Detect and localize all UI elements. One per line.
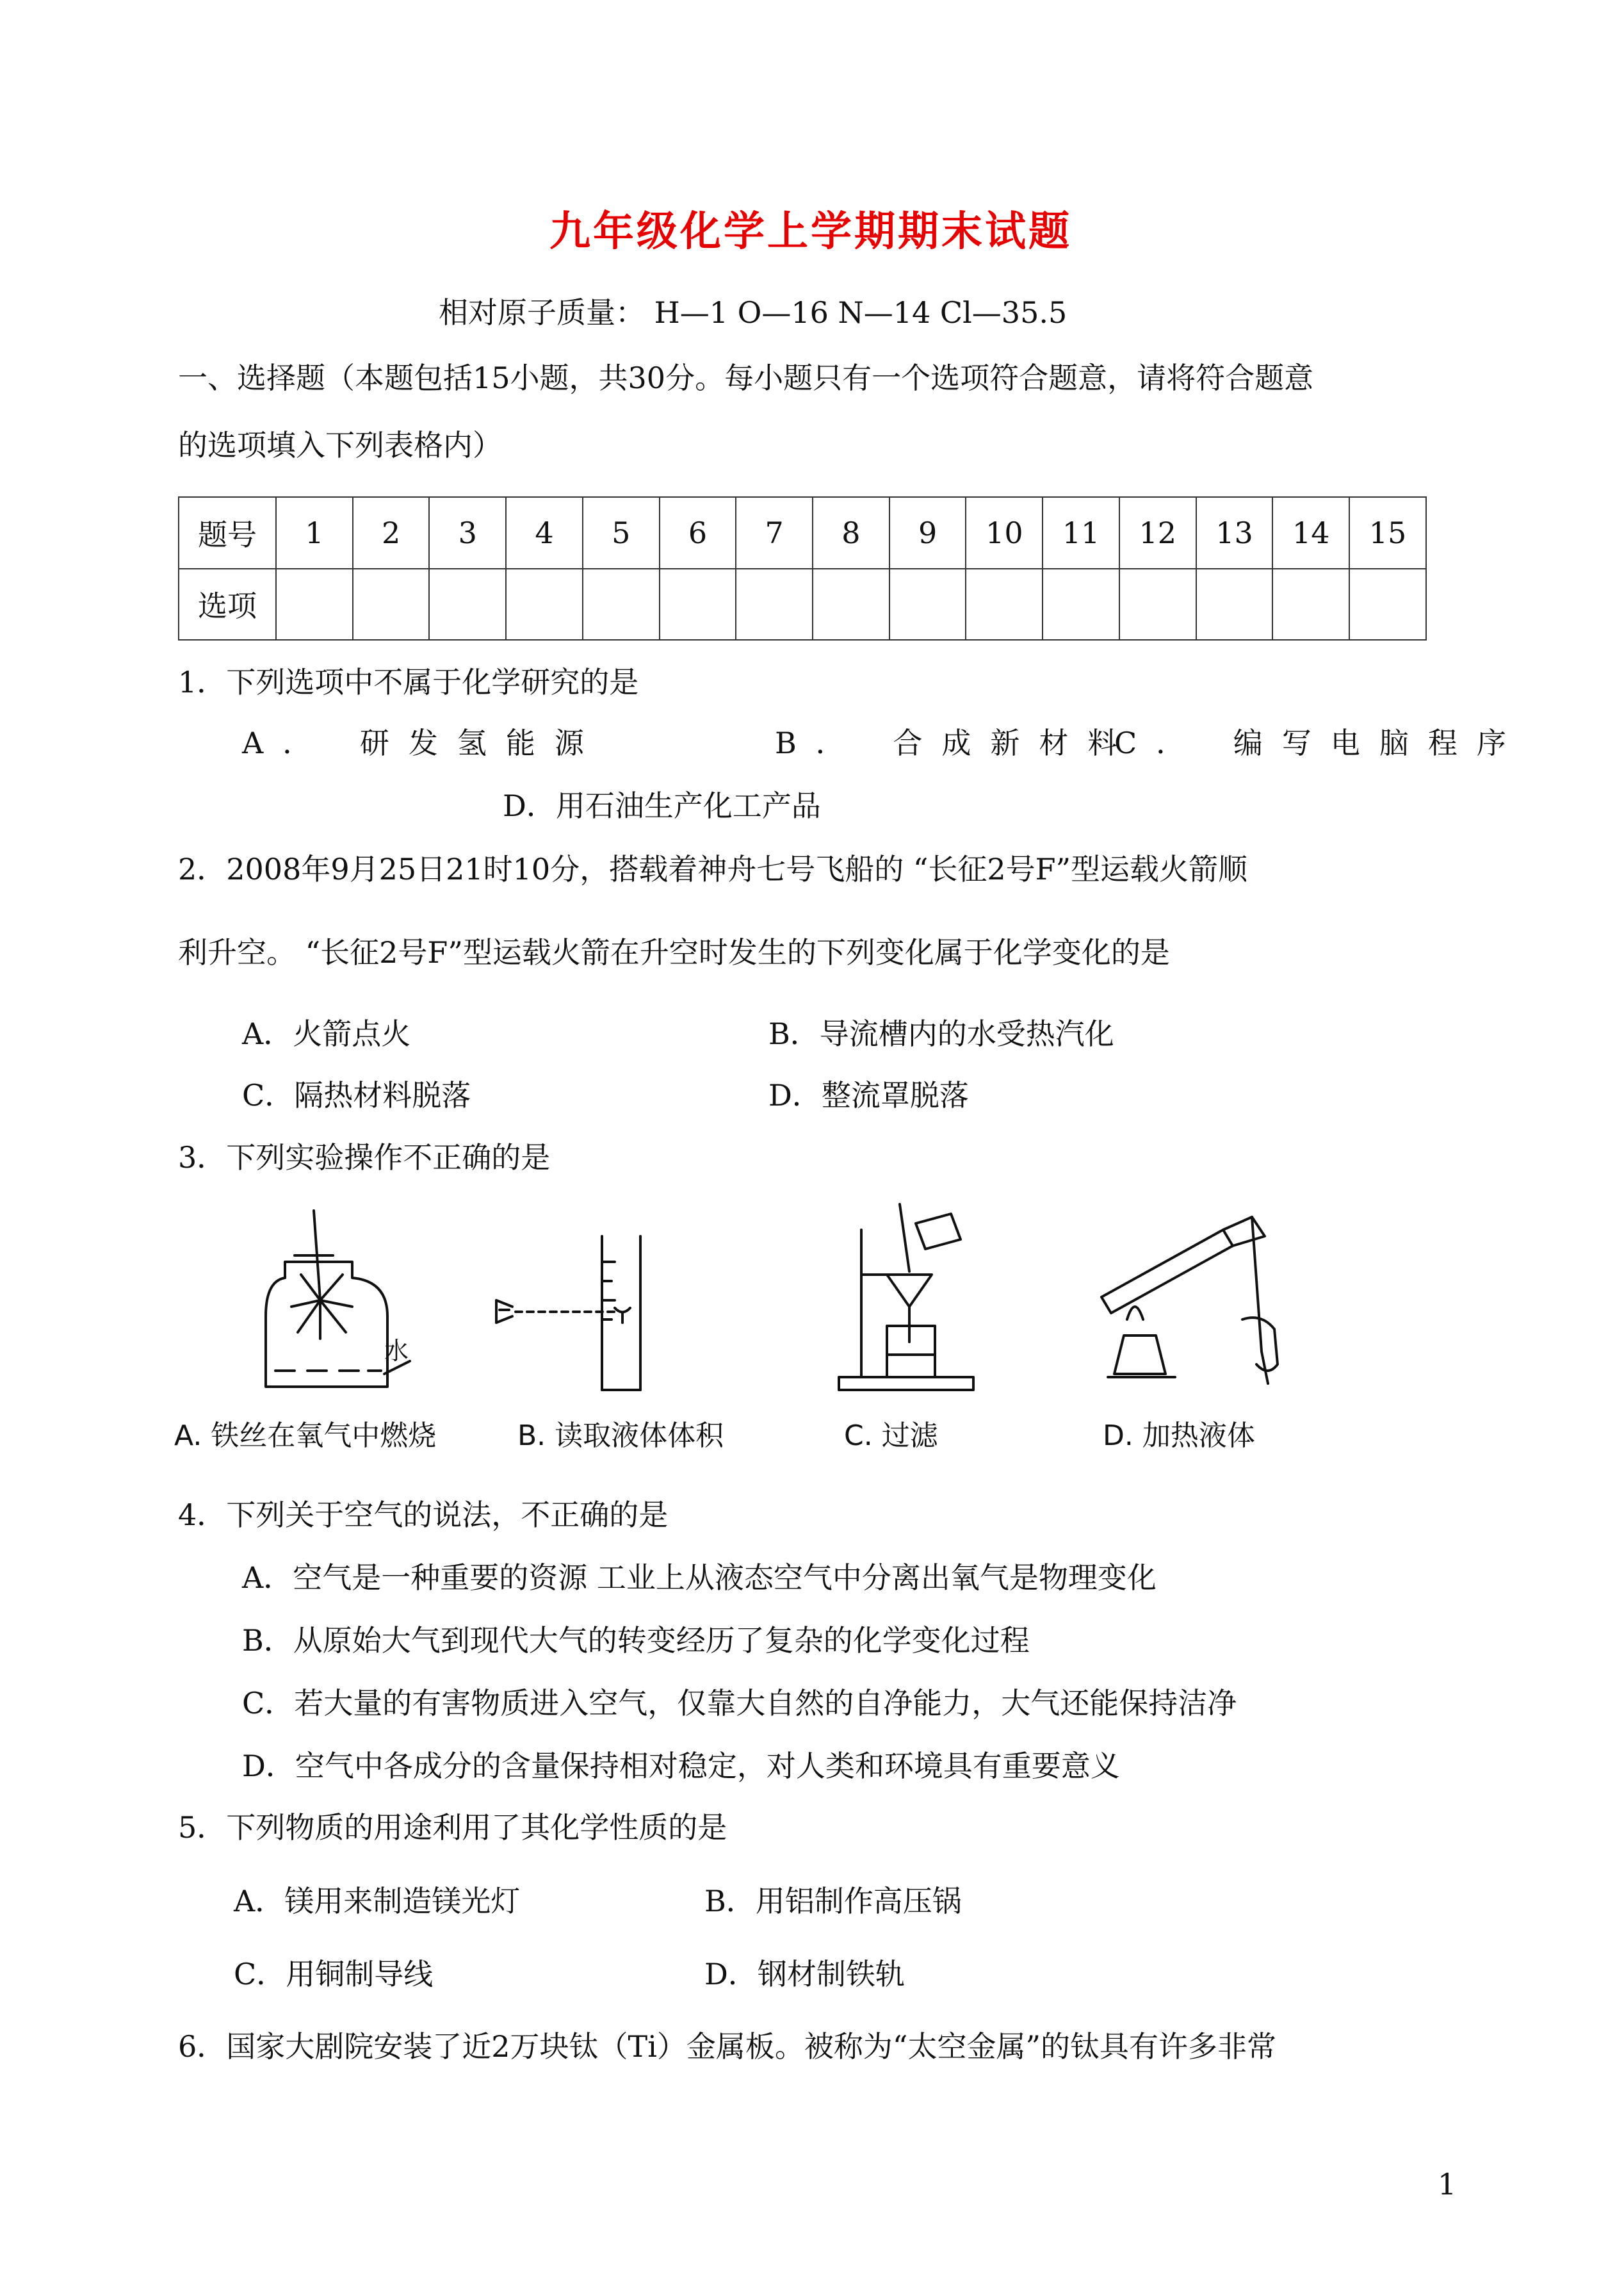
answer-cell[interactable]	[1119, 569, 1196, 641]
table-cell-number: 7	[736, 497, 813, 569]
answer-cell[interactable]	[813, 569, 889, 641]
answer-cell[interactable]	[1272, 569, 1349, 641]
table-cell-number: 2	[353, 497, 430, 569]
q1-option-c: C． 编写电脑程序	[1114, 726, 1525, 760]
answer-cell[interactable]	[583, 569, 660, 641]
atomic-mass-line: 相对原子质量： H—1 O—16 N—14 Cl—35.5	[439, 295, 1068, 330]
q2-option-d: D．整流罩脱落	[768, 1078, 969, 1113]
q2-option-a: A．火箭点火	[242, 1017, 411, 1051]
q5-stem: 5．下列物质的用途利用了其化学性质的是	[178, 1810, 727, 1845]
q5-option-c: C．用铜制导线	[234, 1957, 434, 1991]
table-cell-number: 13	[1196, 497, 1273, 569]
q2-stem-line1: 2．2008年9月25日21时10分，搭载着神舟七号飞船的 “长征2号F”型运载火箭顺	[178, 852, 1248, 886]
q6-stem-line1: 6．国家大剧院安装了近2万块钛（Ti）金属板。被称为“太空金属”的钛具有许多非常	[178, 2029, 1276, 2064]
q3-label-b: B. 读取液体体积	[517, 1419, 724, 1452]
q3-stem: 3．下列实验操作不正确的是	[178, 1140, 551, 1175]
table-cell-number: 11	[1043, 497, 1119, 569]
q3-label-c: C. 过滤	[844, 1419, 938, 1452]
q2-stem-line2: 利升空。 “长征2号F”型运载火箭在升空时发生的下列变化属于化学变化的是	[178, 935, 1170, 970]
q5-option-b: B．用铝制作高压锅	[704, 1884, 962, 1918]
answer-cell[interactable]	[429, 569, 506, 641]
q4-stem: 4．下列关于空气的说法，不正确的是	[178, 1498, 669, 1532]
answer-cell[interactable]	[1043, 569, 1119, 641]
answer-cell[interactable]	[1196, 569, 1273, 641]
q1-option-b: B． 合成新材料	[775, 726, 1137, 760]
figure-filtration	[832, 1204, 999, 1403]
page-number: 1	[1438, 2167, 1457, 2201]
answer-cell[interactable]	[276, 569, 353, 641]
figure-iron-wire-burning	[256, 1211, 423, 1409]
table-cell-number: 9	[889, 497, 966, 569]
table-cell-number: 12	[1119, 497, 1196, 569]
table-cell-number: 8	[813, 497, 889, 569]
table-cell-number: 14	[1272, 497, 1349, 569]
answer-cell[interactable]	[660, 569, 736, 641]
answer-cell[interactable]	[966, 569, 1043, 641]
table-cell-number: 3	[429, 497, 506, 569]
q4-option-d: D．空气中各成分的含量保持相对稳定，对人类和环境具有重要意义	[242, 1749, 1120, 1783]
q5-option-a: A．镁用来制造镁光灯	[234, 1884, 521, 1918]
q1-option-d: D．用石油生产化工产品	[503, 788, 821, 823]
answer-table	[178, 496, 1427, 641]
answer-cell[interactable]	[889, 569, 966, 641]
table-cell-number: 6	[660, 497, 736, 569]
answer-cell[interactable]	[353, 569, 430, 641]
q3-label-d: D. 加热液体	[1103, 1419, 1255, 1452]
section-heading-line1: 一、选择题（本题包括15小题，共30分。每小题只有一个选项符合题意，请将符合题意	[178, 361, 1314, 395]
table-cell-number: 5	[583, 497, 660, 569]
water-label: 水	[384, 1337, 409, 1365]
table-header-answer: 选项	[179, 569, 276, 641]
table-cell-number: 15	[1349, 497, 1426, 569]
section-heading-line2: 的选项填入下列表格内）	[178, 428, 502, 462]
answer-cell[interactable]	[1349, 569, 1426, 641]
table-cell-number: 1	[276, 497, 353, 569]
table-cell-number: 10	[966, 497, 1043, 569]
q1-stem: 1．下列选项中不属于化学研究的是	[178, 665, 639, 699]
table-row-numbers	[179, 497, 1426, 569]
answer-cell[interactable]	[506, 569, 583, 641]
table-header-question-no: 题号	[179, 497, 276, 569]
q2-option-c: C．隔热材料脱落	[242, 1078, 471, 1113]
page-title: 九年级化学上学期期末试题	[549, 208, 1072, 256]
q2-option-b: B．导流槽内的水受热汽化	[768, 1017, 1114, 1051]
table-row-answers	[179, 569, 1426, 641]
answer-cell[interactable]	[736, 569, 813, 641]
figure-read-liquid-volume	[487, 1236, 679, 1403]
q5-option-d: D．钢材制铁轨	[704, 1957, 905, 1991]
q4-option-b: B．从原始大气到现代大气的转变经历了复杂的化学变化过程	[242, 1623, 1030, 1658]
q4-option-c: C．若大量的有害物质进入空气，仅靠大自然的自净能力，大气还能保持洁净	[242, 1686, 1237, 1720]
q1-option-a: A． 研发氢能源	[242, 726, 603, 760]
table-cell-number: 4	[506, 497, 583, 569]
figure-heating-liquid	[1089, 1217, 1287, 1409]
q3-label-a: A. 铁丝在氧气中燃烧	[174, 1419, 437, 1452]
q4-option-a: A．空气是一种重要的资源 工业上从液态空气中分离出氧气是物理变化	[242, 1560, 1157, 1595]
